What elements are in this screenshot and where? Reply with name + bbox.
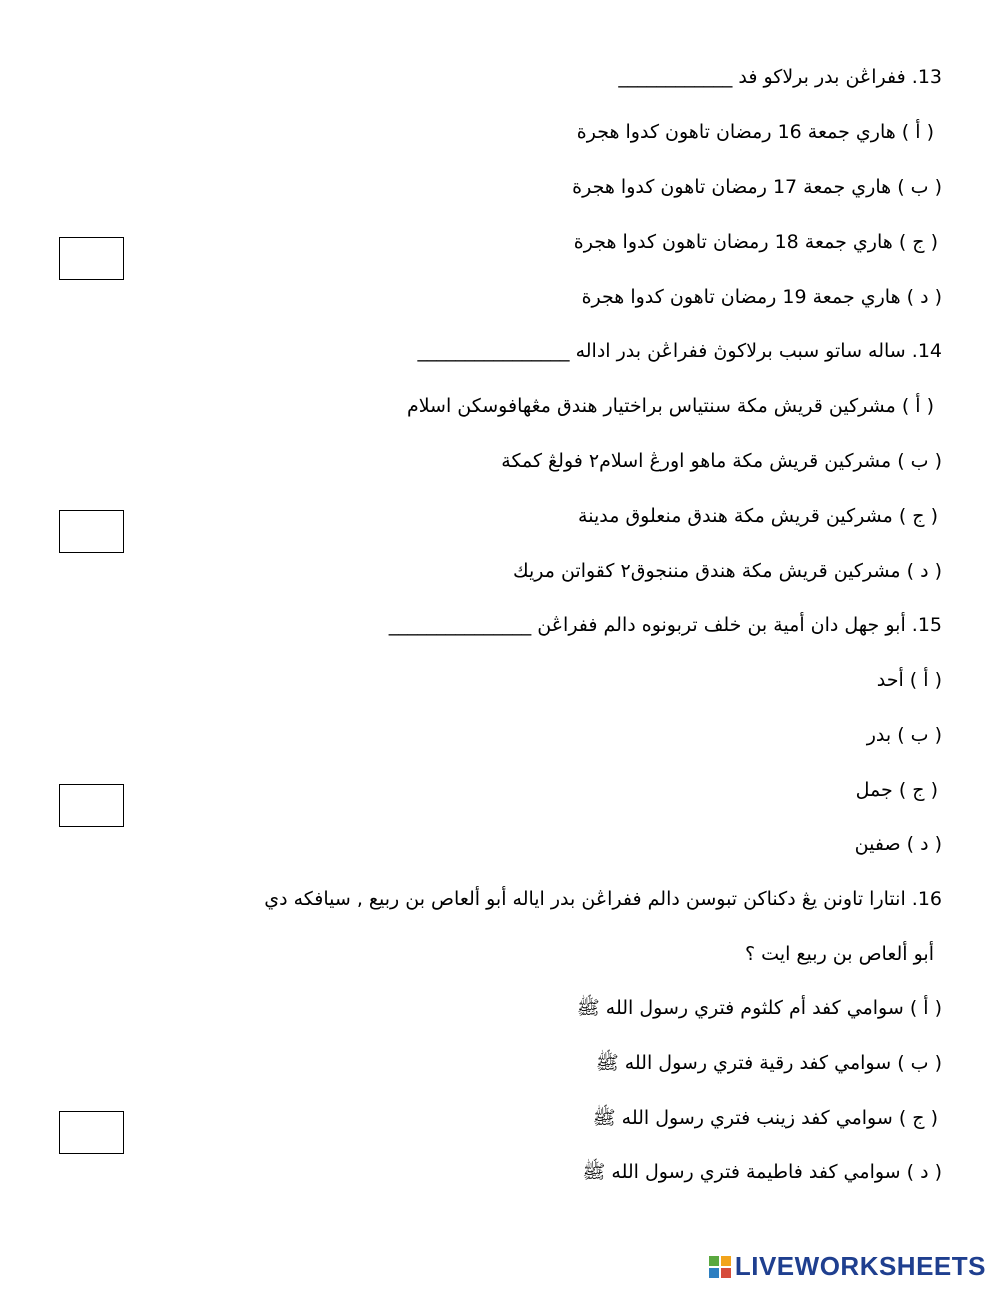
question-13-option-d: ( د ) هاري جمعة 19 رمضان تاهون كدوا هجرة bbox=[581, 286, 942, 308]
question-16-stem: 16. انتارا تاونن يڠ دكناكن تبوسن دالم ففراڠن بدر اياله أبو ألعاص بن ربيع , سيافكه دي bbox=[264, 888, 942, 910]
question-15-option-a: ( أ ) أحد bbox=[876, 669, 942, 691]
question-13-option-b: ( ب ) هاري جمعة 17 رمضان تاهون كدوا هجرة bbox=[572, 176, 942, 198]
brand-name: LIVEWORKSHEETS bbox=[734, 1251, 986, 1281]
answer-box-13[interactable] bbox=[59, 237, 124, 280]
question-16-option-d: ( د ) سوامي كفد فاطيمة فتري رسول الله ﷺ bbox=[582, 1161, 942, 1183]
answer-box-15[interactable] bbox=[59, 784, 124, 827]
question-16-option-b: ( ب ) سوامي كفد رقية فتري رسول الله ﷺ bbox=[595, 1052, 942, 1074]
liveworksheets-logo bbox=[709, 1251, 986, 1282]
question-13-option-c: ( ج ) هاري جمعة 18 رمضان تاهون كدوا هجرة bbox=[573, 231, 938, 253]
question-15-option-d: ( د ) صفين bbox=[854, 833, 942, 855]
question-14-option-d: ( د ) مشركين قريش مكة هندق مننجوق٢ كقواتن مريك bbox=[512, 560, 942, 582]
question-13-stem: 13. ففراڠن بدر برلاكو فد ____________ bbox=[618, 66, 942, 88]
question-16-option-a: ( أ ) سوامي كفد أم كلثوم فتري رسول الله ﷺ bbox=[576, 997, 942, 1019]
question-16-option-c: ( ج ) سوامي كفد زينب فتري رسول الله ﷺ bbox=[592, 1107, 938, 1129]
answer-box-16[interactable] bbox=[59, 1111, 124, 1154]
question-14-option-a: ( أ ) مشركين قريش مكة سنتياس براختيار هندق مڠهافوسكن اسلام bbox=[406, 395, 934, 417]
answer-box-14[interactable] bbox=[59, 510, 124, 553]
question-14-option-c: ( ج ) مشركين قريش مكة هندق منعلوق مدينة bbox=[578, 505, 938, 527]
question-13-option-a: ( أ ) هاري جمعة 16 رمضان تاهون كدوا هجرة bbox=[576, 121, 934, 143]
question-16-stem-continued: أبو ألعاص بن ربيع ايت ؟ bbox=[745, 943, 934, 965]
question-14-stem: 14. ساله ساتو سبب برلاكوڽ ففراڠن بدر اداله ________________ bbox=[417, 340, 942, 362]
question-14-option-b: ( ب ) مشركين قريش مكة ماهو اورڠ اسلام٢ فولڠ كمكة bbox=[501, 450, 942, 472]
question-15-option-c: ( ج ) جمل bbox=[855, 779, 938, 801]
logo-icon bbox=[709, 1256, 731, 1278]
question-15-option-b: ( ب ) بدر bbox=[866, 724, 942, 746]
question-15-stem: 15. أبو جهل دان أمية بن خلف تربونوه دالم ففراڠن _______________ bbox=[388, 614, 942, 636]
